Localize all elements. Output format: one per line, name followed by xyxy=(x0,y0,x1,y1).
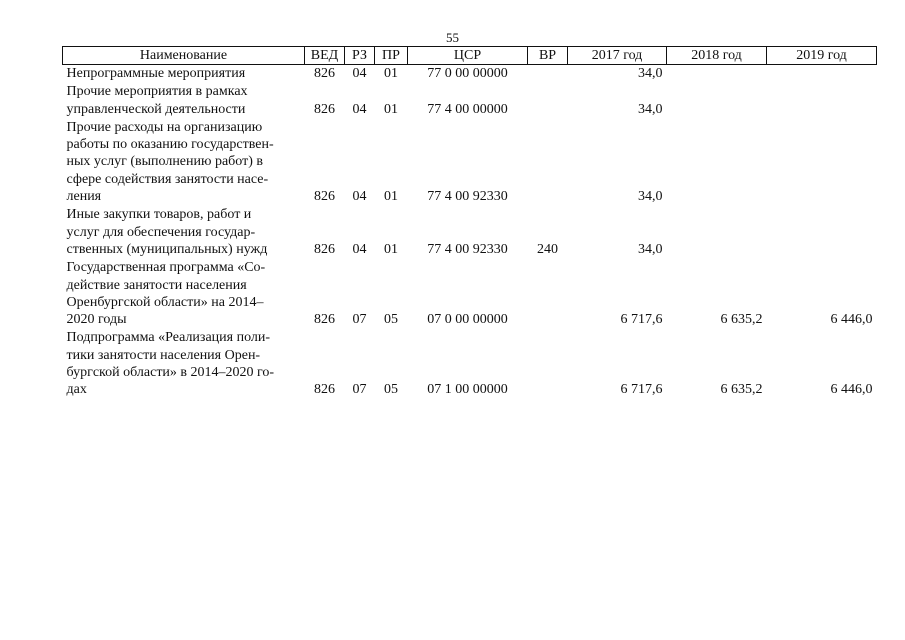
cell-2018: 6 635,2 xyxy=(720,382,763,398)
cell-2019 xyxy=(767,65,877,84)
cell-vr xyxy=(528,329,568,399)
cell-rz: 04 xyxy=(352,189,367,205)
cell-name: Прочие мероприятия в рамках управленческой деятельности xyxy=(66,84,248,117)
cell-csr: 77 4 00 92330 xyxy=(427,241,508,257)
table-row xyxy=(63,329,877,399)
cell-2018: 6 635,2 xyxy=(720,312,763,328)
cell-name: Подпрограмма «Реализация поли- тики занятости населения Орен- бургской области» в 2014–2020 го- дах xyxy=(66,330,275,398)
cell-2017: 34,0 xyxy=(638,241,663,257)
header-csr: ЦСР xyxy=(408,47,528,65)
table-header-row xyxy=(63,47,877,65)
cell-vr xyxy=(528,83,568,119)
cell-pr: 01 xyxy=(384,189,398,205)
cell-2019 xyxy=(767,206,877,259)
cell-2017: 34,0 xyxy=(638,189,663,205)
header-2017: 2017 год xyxy=(568,47,667,65)
cell-2019: 6 446,0 xyxy=(830,382,873,398)
table-body xyxy=(63,65,877,400)
table-row xyxy=(63,65,877,84)
header-vr: ВР xyxy=(528,47,568,65)
cell-vr xyxy=(528,65,568,84)
cell-2017: 34,0 xyxy=(638,66,663,81)
cell-vr xyxy=(528,259,568,329)
cell-2018 xyxy=(667,206,767,259)
cell-pr: 05 xyxy=(384,312,398,328)
cell-2017: 34,0 xyxy=(638,101,663,117)
cell-csr: 77 4 00 00000 xyxy=(427,101,508,117)
cell-2018 xyxy=(667,65,767,84)
cell-2017: 6 717,6 xyxy=(620,312,663,328)
header-rz: РЗ xyxy=(345,47,375,65)
cell-name: Прочие расходы на организацию работы по оказанию государствен- ных услуг (выполнению работ) в сфере содействия занятости насе- ления xyxy=(66,119,274,205)
cell-csr: 77 4 00 92330 xyxy=(427,189,508,205)
header-2019: 2019 год xyxy=(767,47,877,65)
cell-2019 xyxy=(767,83,877,119)
cell-rz: 07 xyxy=(352,312,367,328)
table-row xyxy=(63,119,877,206)
cell-ved: 826 xyxy=(314,66,335,81)
cell-rz: 04 xyxy=(352,241,367,257)
cell-pr: 01 xyxy=(384,66,398,81)
cell-csr: 07 0 00 00000 xyxy=(427,312,508,328)
header-ved: ВЕД xyxy=(305,47,345,65)
cell-pr: 01 xyxy=(384,101,398,117)
header-2018: 2018 год xyxy=(667,47,767,65)
cell-csr: 77 0 00 00000 xyxy=(427,66,508,81)
cell-csr: 07 1 00 00000 xyxy=(427,382,508,398)
cell-name: Иные закупки товаров, работ и услуг для обеспечения государ- ственных (муниципальных) нужд xyxy=(66,207,268,257)
table-row xyxy=(63,206,877,259)
cell-2017: 6 717,6 xyxy=(620,382,663,398)
budget-table xyxy=(62,46,877,400)
cell-vr xyxy=(528,119,568,206)
cell-2018 xyxy=(667,83,767,119)
cell-ved: 826 xyxy=(314,101,335,117)
header-name: Наименование xyxy=(63,47,305,65)
header-pr: ПР xyxy=(375,47,408,65)
cell-ved: 826 xyxy=(314,382,335,398)
cell-2019: 6 446,0 xyxy=(830,312,873,328)
cell-pr: 05 xyxy=(384,382,398,398)
cell-ved: 826 xyxy=(314,312,335,328)
table-row xyxy=(63,259,877,329)
cell-name: Государственная программа «Со- действие занятости населения Оренбургской области» на 2014– 2020 годы xyxy=(66,260,266,328)
cell-ved: 826 xyxy=(314,189,335,205)
cell-rz: 04 xyxy=(352,66,367,81)
cell-rz: 07 xyxy=(352,382,367,398)
page-number: 55 xyxy=(446,30,459,45)
table-row xyxy=(63,83,877,119)
cell-name: Непрограммные мероприятия xyxy=(66,66,246,81)
cell-pr: 01 xyxy=(384,241,398,257)
cell-vr: 240 xyxy=(537,241,558,257)
cell-2018 xyxy=(667,119,767,206)
cell-ved: 826 xyxy=(314,241,335,257)
cell-rz: 04 xyxy=(352,101,367,117)
cell-2019 xyxy=(767,119,877,206)
